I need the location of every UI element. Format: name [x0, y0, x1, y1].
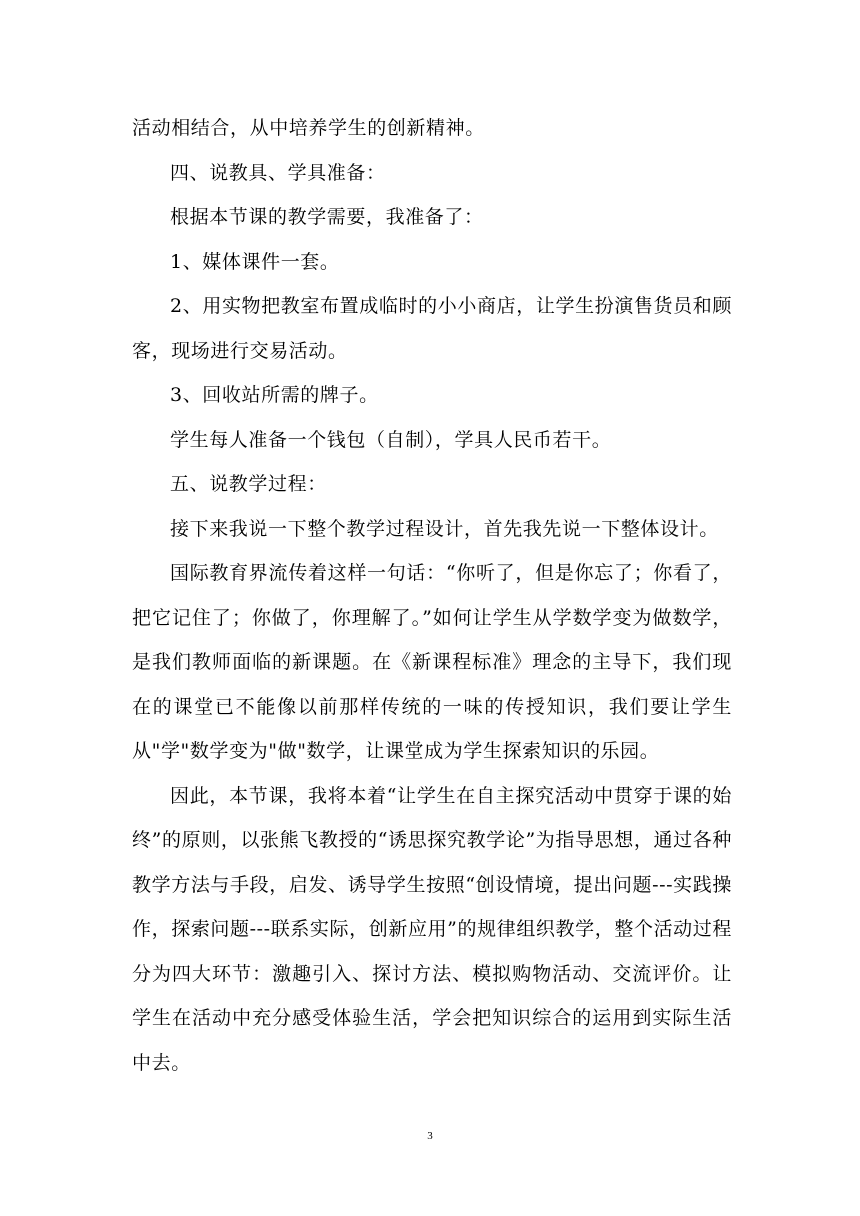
list-item-2: 2、用实物把教室布置成临时的小小商店，让学生扮演售货员和顾客，现场进行交易活动。 [132, 295, 732, 362]
paragraph-preparation-intro: 根据本节课的教学需要，我准备了： [170, 206, 484, 228]
paragraph-process-intro: 接下来我说一下整个教学过程设计，首先我先说一下整体设计。 [170, 517, 719, 540]
list-item-1: 1、媒体课件一套。 [170, 250, 340, 273]
section-heading-teaching-process: 五、说教学过程： [170, 473, 327, 495]
paragraph-education-quote: 国际教育界流传着这样一句话：“你听了，但是你忘了；你看了，把它记住了；你做了，你理解了。”如何让学生从学数学变为做数学，是我们教师面临的新课题。在《新课程标准》理念的主导下，我们现在的课堂已不能像以前那样传统的一味的传授知识，我们要让学生从"学"数学变为"做"数学，让课堂成为学生探索知识的乐园。 [132, 562, 732, 762]
paragraph-continuation: 活动相结合，从中培养学生的创新精神。 [132, 117, 485, 139]
page-number: 3 [427, 1130, 433, 1142]
paragraph-student-prep: 学生每人准备一个钱包（自制），学具人民币若干。 [170, 428, 612, 451]
list-item-3: 3、回收站所需的牌子。 [170, 384, 379, 406]
document-body [132, 106, 732, 1085]
section-heading-teaching-aids: 四、说教具、学具准备： [170, 161, 386, 184]
paragraph-lesson-principle: 因此，本节课，我将本着“让学生在自主探究活动中贯穿于课的始终”的原则，以张熊飞教授的“诱思探究教学论”为指导思想，通过各种教学方法与手段，启发、诱导学生按照“创设情境，提出问题---实践操作，探索问题---联系实际，创新应用”的规律组织教学，整个活动过程分为四大环节：激趣引入、探讨方法、模拟购物活动、交流评价。让学生在活动中充分感受体验生活，学会把知识综合的运用到实际生活中去。 [132, 784, 732, 1074]
